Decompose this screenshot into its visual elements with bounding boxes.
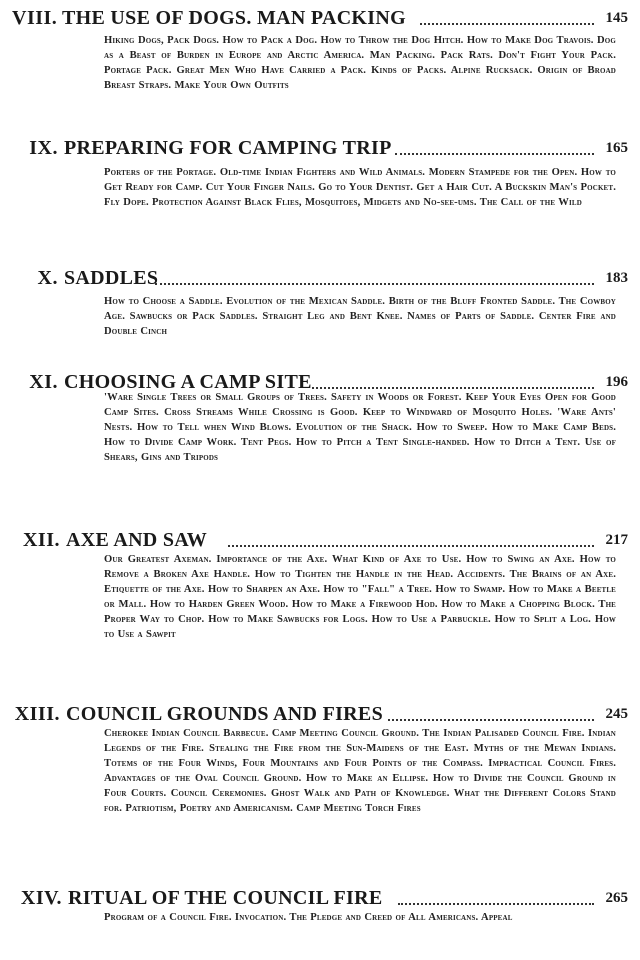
chapter-description: 'Ware Single Trees or Small Groups of Trees. Safety in Woods or Forest. Keep Your Eyes Open for Good Camp Sites. Cross Streams While Crossing is Good. Keep to Windward of Mosquito Holes. 'Ware Ants' Nests. How to Tell when Wind Blows. Evolution of the Shack. How to Sweep. How to Make Camp Beds. How to Divide Camp Work. Tent Pegs. How to Pitch a Tent Single-handed. How to Ditch a Tent. Use of Shears, Gins and Tripods xyxy=(104,392,616,463)
chapter-entry-xi xyxy=(0,370,640,463)
chapter-title: CHOOSING A CAMP SITE xyxy=(64,371,312,393)
page-number: 196 xyxy=(605,374,628,390)
chapter-heading xyxy=(0,266,640,290)
chapter-entry-xiv xyxy=(0,886,640,923)
dot-leader xyxy=(398,903,594,905)
dot-leader xyxy=(420,23,594,25)
page-number: 183 xyxy=(605,270,628,286)
chapter-heading xyxy=(0,702,640,726)
chapter-numeral: VIII. xyxy=(12,7,58,29)
chapter-numeral: XIV. xyxy=(20,887,62,909)
chapter-numeral: X. xyxy=(37,267,58,289)
chapter-description: Hiking Dogs, Pack Dogs. How to Pack a Dog. How to Throw the Dog Hitch. How to Make Dog Travois. Dog as a Beast of Burden in Europe and Arctic America. Man Packing. Pack Rats. Don't Fight Your Pack. Portage Pack. Great Men Who Have Carried a Pack. Kinds of Packs. Alpine Rucksack. Origin of Broad Breast Straps. Make Your Own Outfits xyxy=(104,35,616,91)
chapter-numeral: XIII. xyxy=(14,703,60,725)
dot-leader xyxy=(312,387,594,389)
page-number: 165 xyxy=(605,140,628,156)
dot-leader xyxy=(155,283,594,285)
chapter-description: How to Choose a Saddle. Evolution of the Mexican Saddle. Birth of the Bluff Fronted Saddle. The Cowboy Age. Sawbucks or Pack Saddles. Straight Leg and Bent Knee. Names of Parts of Saddle. Center Fire and Double Cinch xyxy=(104,296,616,337)
chapter-entry-x xyxy=(0,266,640,337)
dot-leader xyxy=(395,153,594,155)
page-number: 145 xyxy=(605,10,628,26)
page-number: 217 xyxy=(605,532,628,548)
chapter-heading xyxy=(0,6,640,30)
chapter-heading xyxy=(0,136,640,160)
chapter-numeral: XI. xyxy=(29,371,58,393)
dot-leader xyxy=(228,545,594,547)
chapter-title: THE USE OF DOGS. MAN PACKING xyxy=(62,7,406,29)
dot-leader xyxy=(388,719,594,721)
chapter-entry-viii xyxy=(0,6,640,91)
chapter-description: Porters of the Portage. Old-time Indian Fighters and Wild Animals. Modern Stampede for the Open. How to Get Ready for Camp. Cut Your Finger Nails. Go to Your Dentist. Get a Hair Cut. A Buckskin Man's Pocket. Fly Dope. Protection Against Black Flies, Mosquitoes, Midgets and No-see-ums. The Call of the Wild xyxy=(104,167,616,208)
chapter-title: COUNCIL GROUNDS AND FIRES xyxy=(66,703,383,725)
chapter-description: Program of a Council Fire. Invocation. The Pledge and Creed of All Americans. Appeal xyxy=(104,912,513,923)
chapter-entry-ix xyxy=(0,136,640,208)
chapter-numeral: IX. xyxy=(29,137,58,159)
chapter-title: AXE AND SAW xyxy=(66,529,208,551)
page-number: 245 xyxy=(605,706,628,722)
chapter-description: Cherokee Indian Council Barbecue. Camp Meeting Council Ground. The Indian Palisaded Council Fire. Indian Legends of the Fire. Stealing the Fire from the Sun-Maidens of the East. Myths of the Mewan Indians. Totems of the Four Winds, Four Mountains and Four Points of the Compass. Impractical Council Fires. Advantages of the Oval Council Ground. How to Make an Ellipse. How to Divide the Council Ground in Four Courts. Council Ceremonies. Ghost Walk and Path of Knowledge. What the Different Colors Stand for. Patriotism, Poetry and Americanism. Camp Meeting Torch Fires xyxy=(104,728,616,814)
chapter-title: SADDLES xyxy=(64,267,159,289)
chapter-entry-xii xyxy=(0,528,640,640)
chapter-description: Our Greatest Axeman. Importance of the Axe. What Kind of Axe to Use. How to Swing an Axe. How to Remove a Broken Axe Handle. How to Tighten the Handle in the Head. Accidents. The Brains of an Axe. Etiquette of the Axe. How to Sharpen an Axe. How to "Fall" a Tree. How to Swamp. How to Make a Beetle or Mall. How to Harden Green Wood. How to Make a Firewood Hod. How to Make a Chopping Block. The Proper Way to Chop. How to Make Sawbucks for Logs. How to Use a Parbuckle. How to Split a Log. How to Use a Sawpit xyxy=(104,554,616,640)
chapter-title: PREPARING FOR CAMPING TRIP xyxy=(64,137,392,159)
page-number: 265 xyxy=(605,890,628,906)
chapter-heading xyxy=(0,886,640,910)
chapter-numeral: XII. xyxy=(22,529,60,551)
chapter-heading xyxy=(0,528,640,552)
chapter-entry-xiii xyxy=(0,702,640,814)
chapter-title: RITUAL OF THE COUNCIL FIRE xyxy=(68,887,383,909)
